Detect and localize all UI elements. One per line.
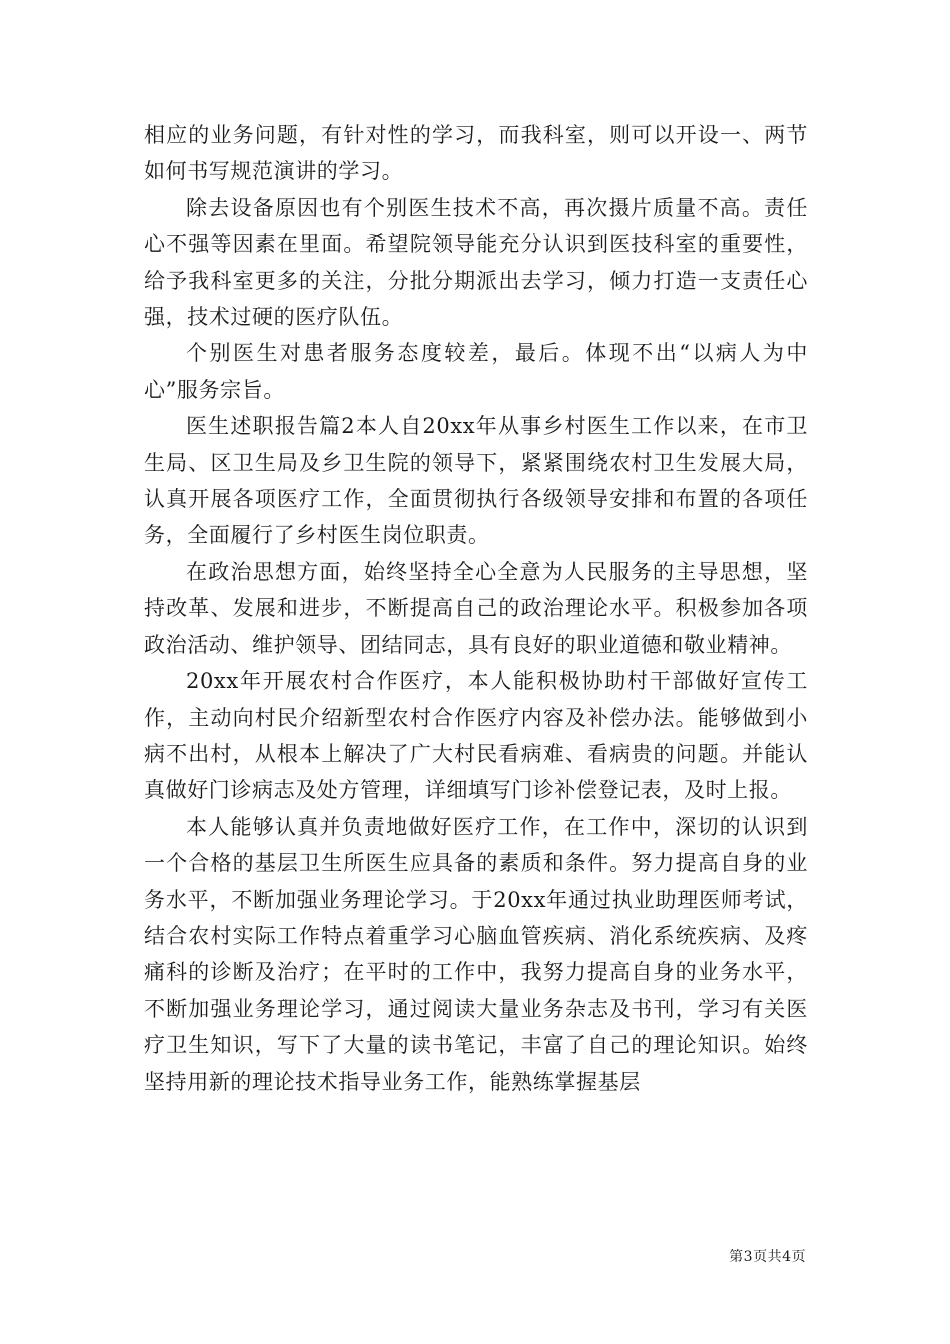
- paragraph-5: 在政治思想方面，始终坚持全心全意为人民服务的主导思想，坚持改革、发展和进步，不断提高自己的政治理论水平。积极参加各项政治活动、维护领导、团结同志，具有良好的职业道德和敬业精神。: [144, 559, 808, 657]
- paragraph-2: 除去设备原因也有个别医生技术不高，再次摄片质量不高。责任心不强等因素在里面。希望院领导能充分认识到医技科室的重要性，给予我科室更多的关注，分批分期派出去学习，倾力打造一支责任心强，技术过硬的医疗队伍。: [144, 195, 808, 330]
- paragraph-1: 相应的业务问题，有针对性的学习，而我科室，则可以开设一、两节如何书写规范演讲的学习。: [144, 123, 808, 184]
- paragraph-3: 个别医生对患者服务态度较差，最后。体现不出“以病人为中心”服务宗旨。: [144, 341, 808, 402]
- page-number: 第3页共4页: [729, 1249, 806, 1265]
- document-body: [144, 117, 808, 1100]
- paragraph-7: 本人能够认真并负责地做好医疗工作，在工作中，深切的认识到一个合格的基层卫生所医生应具备的素质和条件。努力提高自身的业务水平，不断加强业务理论学习。于20xx年通过执业助理医师考试，结合农村实际工作特点着重学习心脑血管疾病、消化系统疾病、及疼痛科的诊断及治疗；在平时的工作中，我努力提高自身的业务水平，不断加强业务理论学习，通过阅读大量业务杂志及书刊，学习有关医疗卫生知识，写下了大量的读书笔记，丰富了自己的理论知识。始终坚持用新的理论技术指导业务工作，能熟练掌握基层: [144, 814, 808, 1094]
- paragraph-4: 医生述职报告篇2本人自20xx年从事乡村医生工作以来，在市卫生局、区卫生局及乡卫生院的领导下，紧紧围绕农村卫生发展大局，认真开展各项医疗工作，全面贯彻执行各级领导安排和布置的各项任务，全面履行了乡村医生岗位职责。: [144, 414, 808, 548]
- paragraph-6: 20xx年开展农村合作医疗，本人能积极协助村干部做好宣传工作，主动向村民介绍新型农村合作医疗内容及补偿办法。能够做到小病不出村，从根本上解决了广大村民看病难、看病贵的问题。并能认真做好门诊病志及处方管理，详细填写门诊补偿登记表，及时上报。: [144, 669, 808, 803]
